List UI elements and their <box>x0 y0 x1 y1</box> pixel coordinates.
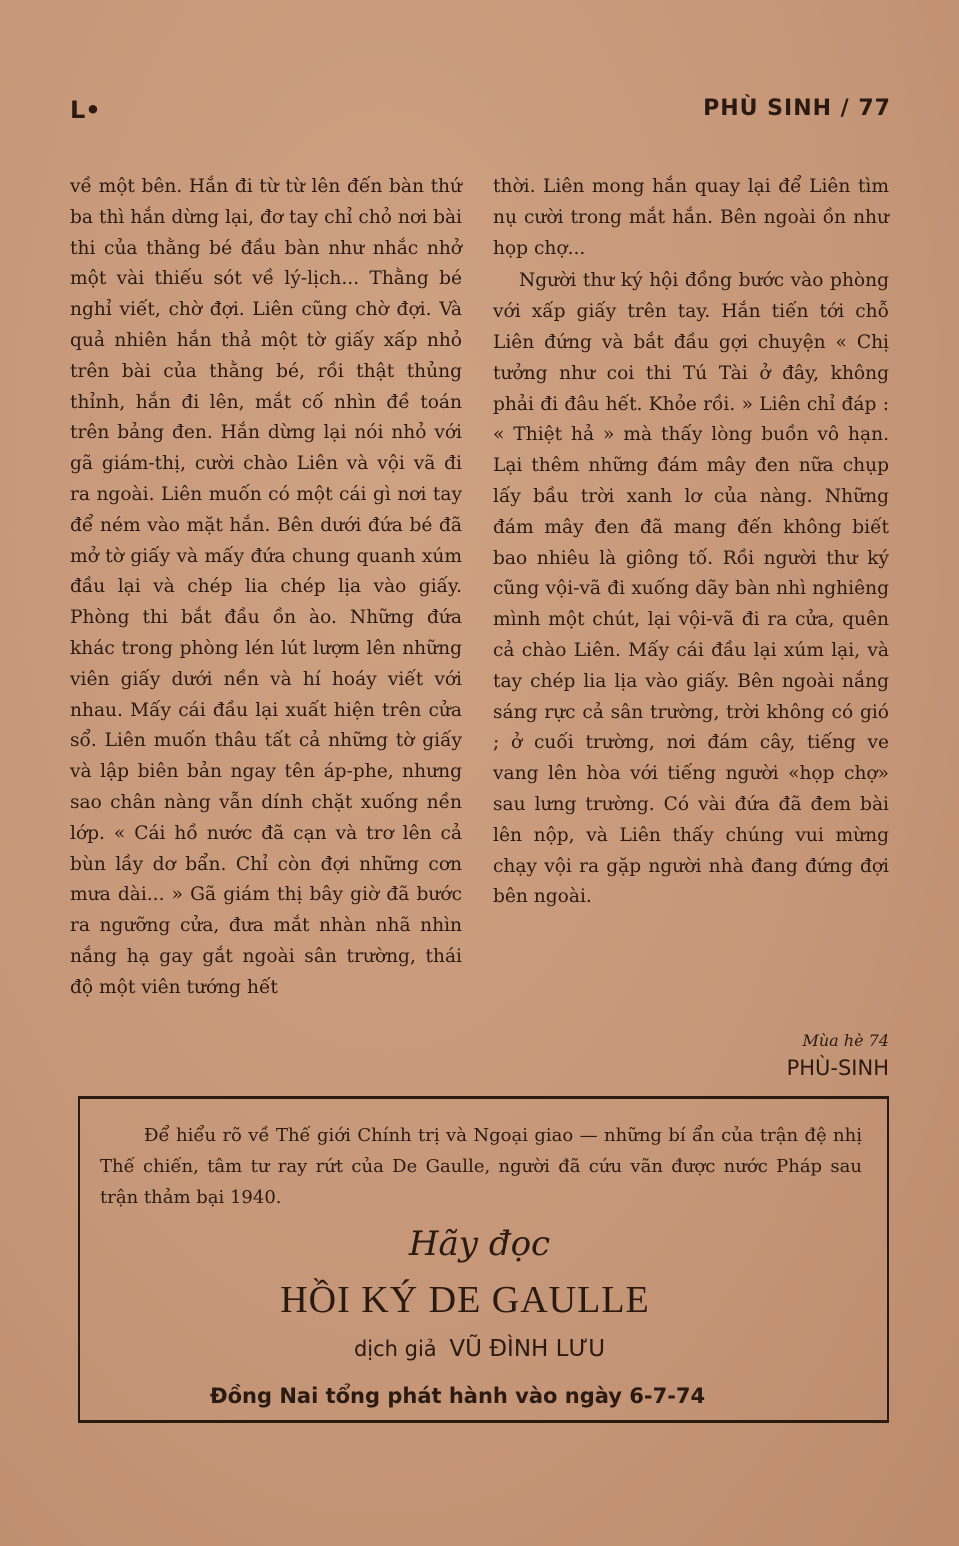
story-column-left <box>70 172 462 1004</box>
advert-translator <box>0 1336 959 1362</box>
story-paragraph: Người thư ký hội đồng bước vào phòng với xấp giấy trên tay. Hắn tiến tới chỗ Liên đứng và bắt đầu gợi chuyện « Chị tưởng như coi thi Tú Tài ở đây, không phải đi đâu hết. Khỏe rồi. » Liên chỉ đáp : « Thiệt hả » mà thấy lòng buồn vô hạn. Lại thêm những đám mây đen nữa chụp lấy bầu trời xanh lơ của nàng. Những đám mây đen đã mang đến không biết bao nhiêu là giông tố. Rồi người thư ký cũng vội-vã đi xuống dãy bàn nhì nghiêng mình một chút, lại vội-vã đi ra cửa, quên cả chào Liên. Mấy cái đầu lại xúm lại, và tay chép lia lịa vào giấy. Bên ngoài nắng sáng rực cả sân trường, trời không có gió ; ở cuối trường, nơi đám cây, tiếng ve vang lên hòa với tiếng người «họp chợ» sau lưng trường. Có vài đứa đã đem bài lên nộp, và Liên thấy chúng vui mừng chạy vội ra gặp người nhà đang đứng đợi bên ngoài. <box>493 270 889 908</box>
advert-intro: Để hiểu rõ về Thế giới Chính trị và Ngoại giao — những bí ẩn của trận đệ nhị Thế chiến, tâm tư ray rứt của De Gaulle, người đã cứu vãn được nước Pháp sau trận thảm bại 1940. <box>100 1125 862 1208</box>
running-title: PHÙ SINH / 77 <box>703 96 891 121</box>
story-column-right <box>493 172 889 913</box>
translator-label: dịch giả <box>353 1337 437 1361</box>
advert-release: Đồng Nai tổng phát hành vào ngày 6-7-74 <box>210 1384 706 1408</box>
translator-name: VŨ ĐÌNH LƯU <box>449 1336 606 1362</box>
story-signature <box>787 1030 889 1084</box>
story-date: Mùa hè 74 <box>802 1031 889 1050</box>
story-author: PHÙ-SINH <box>786 1056 889 1080</box>
advert-border-top <box>78 1096 889 1099</box>
page-mark: L• <box>70 96 101 124</box>
story-paragraph: về một bên. Hắn đi từ từ lên đến bàn thứ ba thì hắn dừng lại, đơ tay chỉ chỏ nơi bài thi của thằng bé đầu bàn như nhắc nhở một vài thiếu sót về lý-lịch... Thằng bé nghỉ viết, chờ đợi. Liên cũng chờ đợi. Và quả nhiên hắn thả một tờ giấy xấp nhỏ trên bài của thằng bé, rồi thật thủng thỉnh, hắn đi lên, mắt cố nhìn đề toán trên bảng đen. Hắn dừng lại nói nhỏ với gã giám-thị, cười chào Liên và vội vã đi ra ngoài. Liên muốn có một cái gì nơi tay để ném vào mặt hắn. Bên dưới đứa bé đã mở tờ giấy và mấy đứa chung quanh xúm đầu lại và chép lia chép lịa vào giấy. Phòng thi bắt đầu ồn ào. Những đứa khác trong phòng lén lút lượm lên những viên giấy dưới nền và hí hoáy viết với nhau. Mấy cái đầu lại xuất hiện trên cửa sổ. Liên muốn thâu tất cả những tờ giấy và lập biên bản ngay tên áp-phe, nhưng sao chân nàng vẫn dính chặt xuống nền lớp. « Cái hồ nước đã cạn và trơ lên cả bùn lầy dơ bẩn. Chỉ còn đợi những cơn mưa dài... » Gã giám thị bây giờ đã bước ra ngưỡng cửa, đưa mắt nhàn nhã nhìn nắng hạ gay gắt ngoài sân trường, thái độ một viên tướng hết <box>70 176 462 998</box>
advert-book-title: HỒI KÝ DE GAULLE <box>280 1279 650 1321</box>
advert-call: Hãy đọc <box>408 1224 551 1264</box>
story-paragraph: thời. Liên mong hắn quay lại để Liên tìm nụ cười trong mắt hắn. Bên ngoài ồn như họp chợ... <box>493 176 889 259</box>
advert-border-bottom <box>78 1420 889 1423</box>
